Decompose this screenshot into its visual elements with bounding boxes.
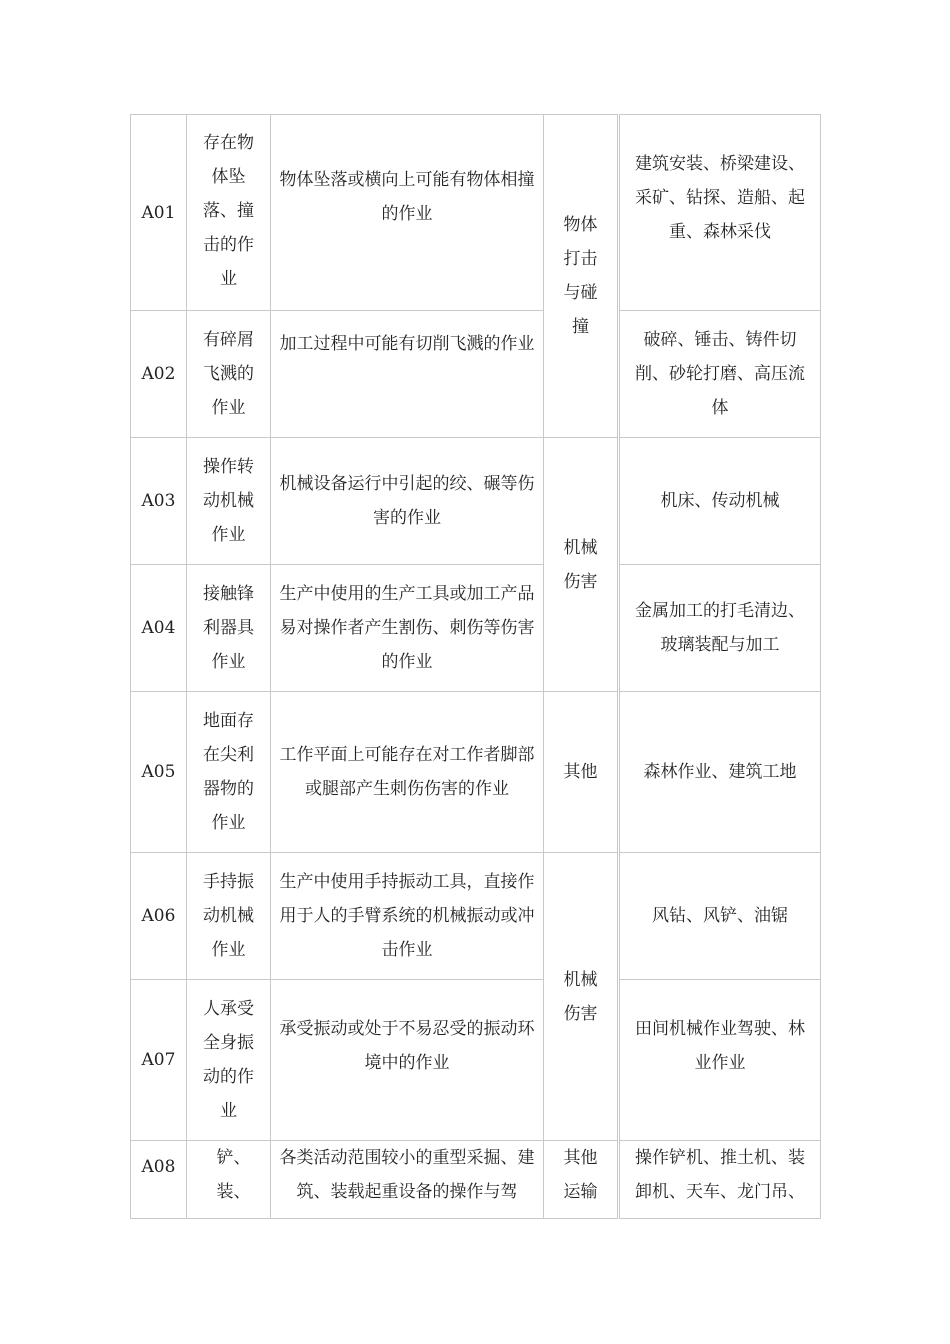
row-code: A08	[131, 1141, 187, 1219]
table-row	[131, 980, 821, 1141]
row-code: A05	[131, 692, 187, 853]
row-code: A03	[131, 438, 187, 565]
row-category: 物体打击与碰撞	[544, 115, 619, 438]
row-description: 承受振动或处于不易忍受的振动环境中的作业	[271, 980, 544, 1141]
row-scene: 金属加工的打毛清边、玻璃装配与加工	[619, 565, 821, 692]
row-description: 各类活动范围较小的重型采掘、建筑、装载起重设备的操作与驾	[271, 1141, 544, 1219]
row-category: 其他	[544, 692, 619, 853]
row-name: 接触锋利器具作业	[187, 565, 271, 692]
row-name: 存在物体坠落、撞击的作业	[187, 115, 271, 311]
table-row	[131, 115, 821, 311]
row-name: 铲、装、	[187, 1141, 271, 1219]
row-code: A06	[131, 853, 187, 980]
row-scene: 田间机械作业驾驶、林业作业	[619, 980, 821, 1141]
table-row	[131, 853, 821, 980]
row-description: 机械设备运行中引起的绞、碾等伤害的作业	[271, 438, 544, 565]
row-scene: 破碎、锤击、铸件切削、砂轮打磨、高压流体	[619, 311, 821, 438]
hazard-classification-table	[130, 114, 821, 1219]
row-scene: 操作铲机、推土机、装卸机、天车、龙门吊、	[619, 1141, 821, 1219]
row-description: 生产中使用手持振动工具，直接作用于人的手臂系统的机械振动或冲击作业	[271, 853, 544, 980]
row-description: 生产中使用的生产工具或加工产品易对操作者产生割伤、刺伤等伤害的作业	[271, 565, 544, 692]
row-code: A01	[131, 115, 187, 311]
table-row	[131, 692, 821, 853]
table-row	[131, 311, 821, 438]
table-row	[131, 438, 821, 565]
row-scene: 风钻、风铲、油锯	[619, 853, 821, 980]
row-scene: 森林作业、建筑工地	[619, 692, 821, 853]
row-code: A07	[131, 980, 187, 1141]
row-name: 有碎屑飞溅的作业	[187, 311, 271, 438]
row-description: 加工过程中可能有切削飞溅的作业	[271, 311, 544, 438]
row-code: A04	[131, 565, 187, 692]
row-description: 物体坠落或横向上可能有物体相撞的作业	[271, 115, 544, 311]
row-category: 机械伤害	[544, 438, 619, 692]
row-name: 操作转动机械作业	[187, 438, 271, 565]
table-row	[131, 565, 821, 692]
row-scene: 建筑安装、桥梁建设、采矿、钻探、造船、起重、森林采伐	[619, 115, 821, 311]
row-name: 人承受全身振动的作业	[187, 980, 271, 1141]
row-description: 工作平面上可能存在对工作者脚部或腿部产生刺伤伤害的作业	[271, 692, 544, 853]
table-row	[131, 1141, 821, 1219]
row-name: 手持振动机械作业	[187, 853, 271, 980]
row-code: A02	[131, 311, 187, 438]
row-category: 其他运输	[544, 1141, 619, 1219]
row-name: 地面存在尖利器物的作业	[187, 692, 271, 853]
row-scene: 机床、传动机械	[619, 438, 821, 565]
row-category: 机械伤害	[544, 853, 619, 1141]
